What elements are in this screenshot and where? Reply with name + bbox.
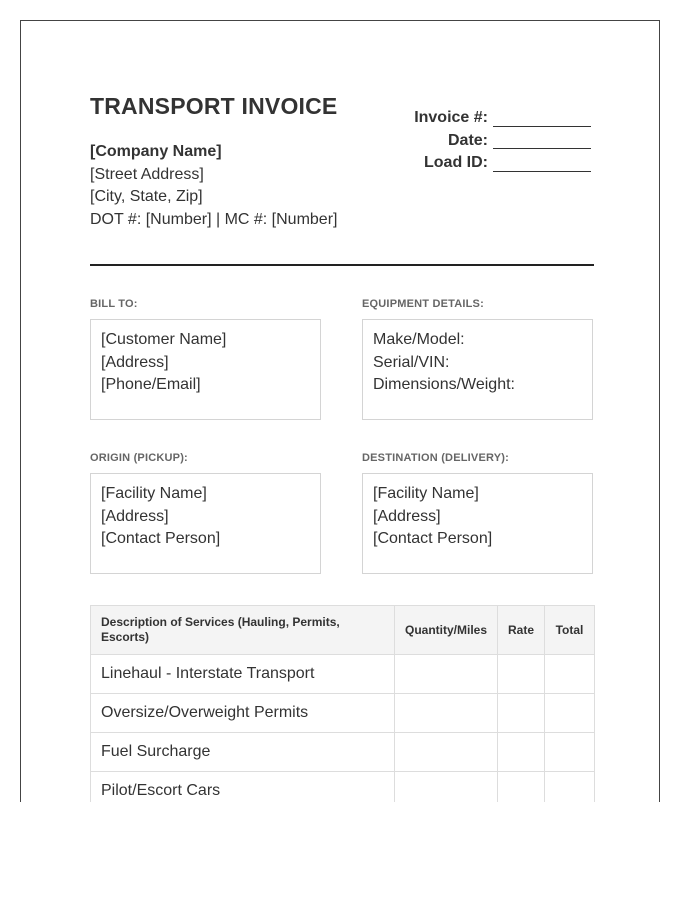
table-row (91, 694, 595, 733)
header-rate: Rate (498, 606, 545, 655)
service-total[interactable] (545, 733, 595, 772)
service-rate[interactable] (498, 772, 545, 803)
invoice-number-row (414, 107, 591, 130)
company-ids: DOT #: [Number] | MC #: [Number] (90, 210, 338, 228)
destination-line: [Contact Person] (373, 530, 493, 547)
service-quantity[interactable] (395, 655, 498, 694)
service-rate[interactable] (498, 655, 545, 694)
service-description: Pilot/Escort Cars (91, 772, 395, 803)
equipment-box[interactable] (362, 319, 593, 420)
service-quantity[interactable] (395, 694, 498, 733)
destination-line: [Facility Name] (373, 485, 479, 502)
bill-to-label: BILL TO: (90, 298, 138, 310)
bill-to-line: [Phone/Email] (101, 376, 201, 393)
table-header-row (91, 606, 595, 655)
bill-to-line: [Address] (101, 353, 169, 371)
origin-line: [Address] (101, 507, 169, 525)
service-description: Oversize/Overweight Permits (91, 694, 395, 733)
equipment-line: Make/Model: (373, 331, 465, 348)
invoice-meta (414, 107, 591, 175)
bill-to-line: [Customer Name] (101, 331, 227, 348)
equipment-label: EQUIPMENT DETAILS: (362, 298, 484, 310)
table-row (91, 655, 595, 694)
service-quantity[interactable] (395, 772, 498, 803)
header-description: Description of Services (Hauling, Permits, Escorts) (91, 606, 395, 655)
date-row (414, 130, 591, 153)
company-city: [City, State, Zip] (90, 188, 203, 205)
service-rate[interactable] (498, 694, 545, 733)
origin-box[interactable] (90, 473, 321, 574)
date-field[interactable] (493, 132, 591, 149)
service-description: Fuel Surcharge (91, 733, 395, 772)
load-id-row (414, 152, 591, 175)
service-quantity[interactable] (395, 733, 498, 772)
company-name: [Company Name] (90, 143, 222, 160)
header-divider (90, 264, 594, 266)
table-row (91, 772, 595, 803)
destination-box[interactable] (362, 473, 593, 574)
bill-to-box[interactable] (90, 319, 321, 420)
date-label: Date: (447, 131, 488, 149)
origin-label: ORIGIN (PICKUP): (90, 452, 188, 464)
table-row (91, 733, 595, 772)
invoice-number-field[interactable] (493, 110, 591, 127)
header-quantity: Quantity/Miles (395, 606, 498, 655)
service-total[interactable] (545, 655, 595, 694)
origin-line: [Contact Person] (101, 530, 221, 547)
company-street: [Street Address] (90, 165, 204, 183)
load-id-label: Load ID: (424, 154, 488, 171)
destination-label: DESTINATION (DELIVERY): (362, 452, 509, 464)
invoice-title: TRANSPORT INVOICE (90, 93, 338, 119)
origin-line: [Facility Name] (101, 485, 207, 502)
service-description: Linehaul - Interstate Transport (91, 655, 395, 694)
services-table (90, 605, 595, 802)
service-total[interactable] (545, 694, 595, 733)
load-id-field[interactable] (493, 155, 591, 172)
destination-line: [Address] (373, 507, 441, 525)
service-total[interactable] (545, 772, 595, 803)
service-rate[interactable] (498, 733, 545, 772)
equipment-line: Serial/VIN: (373, 353, 450, 371)
company-block (90, 141, 337, 231)
invoice-number-label: Invoice #: (414, 109, 488, 126)
equipment-line: Dimensions/Weight: (373, 376, 515, 393)
invoice-sheet (20, 20, 660, 802)
header-total: Total (545, 606, 595, 655)
